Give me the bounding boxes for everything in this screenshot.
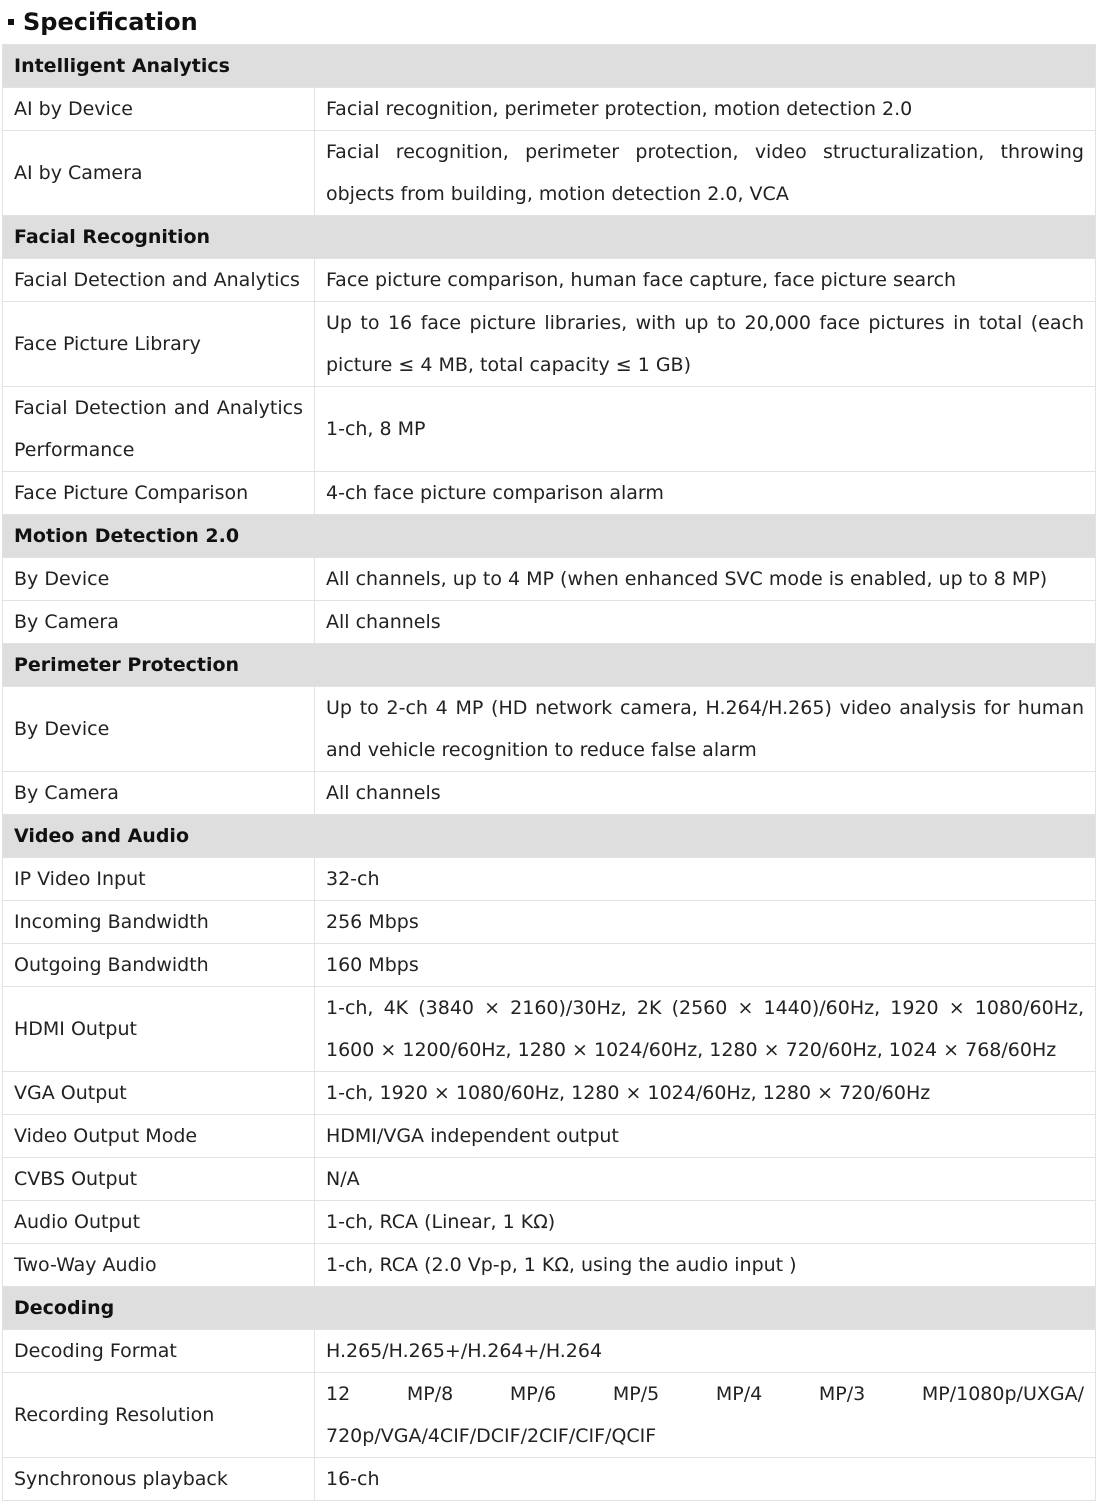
spec-label: By Device [3, 558, 315, 601]
spec-table [2, 44, 1096, 1501]
spec-row [3, 858, 1096, 901]
spec-value: H.265/H.265+/H.264+/H.264 [315, 1330, 1096, 1373]
spec-row [3, 472, 1096, 515]
section-title: Motion Detection 2.0 [3, 515, 1096, 558]
spec-row [3, 88, 1096, 131]
section-header-row [3, 1287, 1096, 1330]
spec-value: All channels, up to 4 MP (when enhanced SVC mode is enabled, up to 8 MP) [315, 558, 1096, 601]
spec-row [3, 1458, 1096, 1501]
section-title: Perimeter Protection [3, 644, 1096, 687]
spec-row [3, 687, 1096, 772]
spec-value: 1-ch, 4K (3840 × 2160)/30Hz, 2K (2560 × 1440)/60Hz, 1920 × 1080/60Hz, 1600 × 1200/60Hz, 1280 × 1024/60Hz, 1280 × 720/60Hz, 1024 × 768/60Hz [315, 987, 1096, 1072]
spec-label: Face Picture Comparison [3, 472, 315, 515]
spec-label: By Camera [3, 601, 315, 644]
spec-value: 32-ch [315, 858, 1096, 901]
spec-label: Facial Detection and Analytics [3, 259, 315, 302]
spec-row [3, 901, 1096, 944]
spec-value: 4-ch face picture comparison alarm [315, 472, 1096, 515]
spec-label: Recording Resolution [3, 1373, 315, 1458]
spec-heading [0, 0, 1098, 44]
spec-value: 1-ch, RCA (Linear, 1 KΩ) [315, 1201, 1096, 1244]
spec-label: AI by Device [3, 88, 315, 131]
spec-row [3, 1072, 1096, 1115]
spec-label: CVBS Output [3, 1158, 315, 1201]
spec-value: 256 Mbps [315, 901, 1096, 944]
spec-value: Facial recognition, perimeter protection, video structuralization, throwing objects from building, motion detection 2.0, VCA [315, 131, 1096, 216]
spec-row [3, 1201, 1096, 1244]
spec-value: 1-ch, 8 MP [315, 387, 1096, 472]
spec-row [3, 302, 1096, 387]
spec-value: 12 MP/8 MP/6 MP/5 MP/4 MP/3 MP/1080p/UXGA/ 720p/VGA/4CIF/DCIF/2CIF/CIF/QCIF [315, 1373, 1096, 1458]
spec-label: Incoming Bandwidth [3, 901, 315, 944]
spec-row [3, 387, 1096, 472]
spec-row [3, 259, 1096, 302]
spec-row [3, 1115, 1096, 1158]
spec-label: Two-Way Audio [3, 1244, 315, 1287]
spec-row [3, 1330, 1096, 1373]
spec-value: 160 Mbps [315, 944, 1096, 987]
spec-value: 1-ch, 1920 × 1080/60Hz, 1280 × 1024/60Hz, 1280 × 720/60Hz [315, 1072, 1096, 1115]
section-header-row [3, 644, 1096, 687]
spec-row [3, 558, 1096, 601]
spec-label: Outgoing Bandwidth [3, 944, 315, 987]
spec-value: N/A [315, 1158, 1096, 1201]
spec-label: IP Video Input [3, 858, 315, 901]
spec-value: 16-ch [315, 1458, 1096, 1501]
section-title: Intelligent Analytics [3, 45, 1096, 88]
spec-row [3, 131, 1096, 216]
spec-label: Face Picture Library [3, 302, 315, 387]
spec-label: Video Output Mode [3, 1115, 315, 1158]
section-header-row [3, 216, 1096, 259]
spec-label: Facial Detection and Analytics Performance [3, 387, 315, 472]
spec-label: Audio Output [3, 1201, 315, 1244]
spec-label: VGA Output [3, 1072, 315, 1115]
page-title: Specification [23, 8, 198, 36]
spec-value: Up to 2-ch 4 MP (HD network camera, H.264/H.265) video analysis for human and vehicle recognition to reduce false alarm [315, 687, 1096, 772]
spec-value: All channels [315, 772, 1096, 815]
section-title: Decoding [3, 1287, 1096, 1330]
spec-table-body [3, 45, 1096, 1501]
spec-value: Up to 16 face picture libraries, with up to 20,000 face pictures in total (each picture ≤ 4 MB, total capacity ≤ 1 GB) [315, 302, 1096, 387]
spec-label: By Camera [3, 772, 315, 815]
section-title: Facial Recognition [3, 216, 1096, 259]
section-header-row [3, 815, 1096, 858]
section-header-row [3, 515, 1096, 558]
spec-value: 1-ch, RCA (2.0 Vp-p, 1 KΩ, using the audio input ) [315, 1244, 1096, 1287]
spec-label: By Device [3, 687, 315, 772]
spec-value: All channels [315, 601, 1096, 644]
section-header-row [3, 45, 1096, 88]
spec-value: HDMI/VGA independent output [315, 1115, 1096, 1158]
spec-row [3, 772, 1096, 815]
spec-row [3, 1244, 1096, 1287]
spec-row [3, 944, 1096, 987]
spec-label: HDMI Output [3, 987, 315, 1072]
spec-row [3, 601, 1096, 644]
spec-row [3, 1373, 1096, 1458]
spec-label: Decoding Format [3, 1330, 315, 1373]
spec-row [3, 1158, 1096, 1201]
spec-value: Face picture comparison, human face capture, face picture search [315, 259, 1096, 302]
bullet-icon [8, 19, 14, 25]
section-title: Video and Audio [3, 815, 1096, 858]
spec-row [3, 987, 1096, 1072]
spec-label: AI by Camera [3, 131, 315, 216]
spec-label: Synchronous playback [3, 1458, 315, 1501]
spec-value: Facial recognition, perimeter protection, motion detection 2.0 [315, 88, 1096, 131]
